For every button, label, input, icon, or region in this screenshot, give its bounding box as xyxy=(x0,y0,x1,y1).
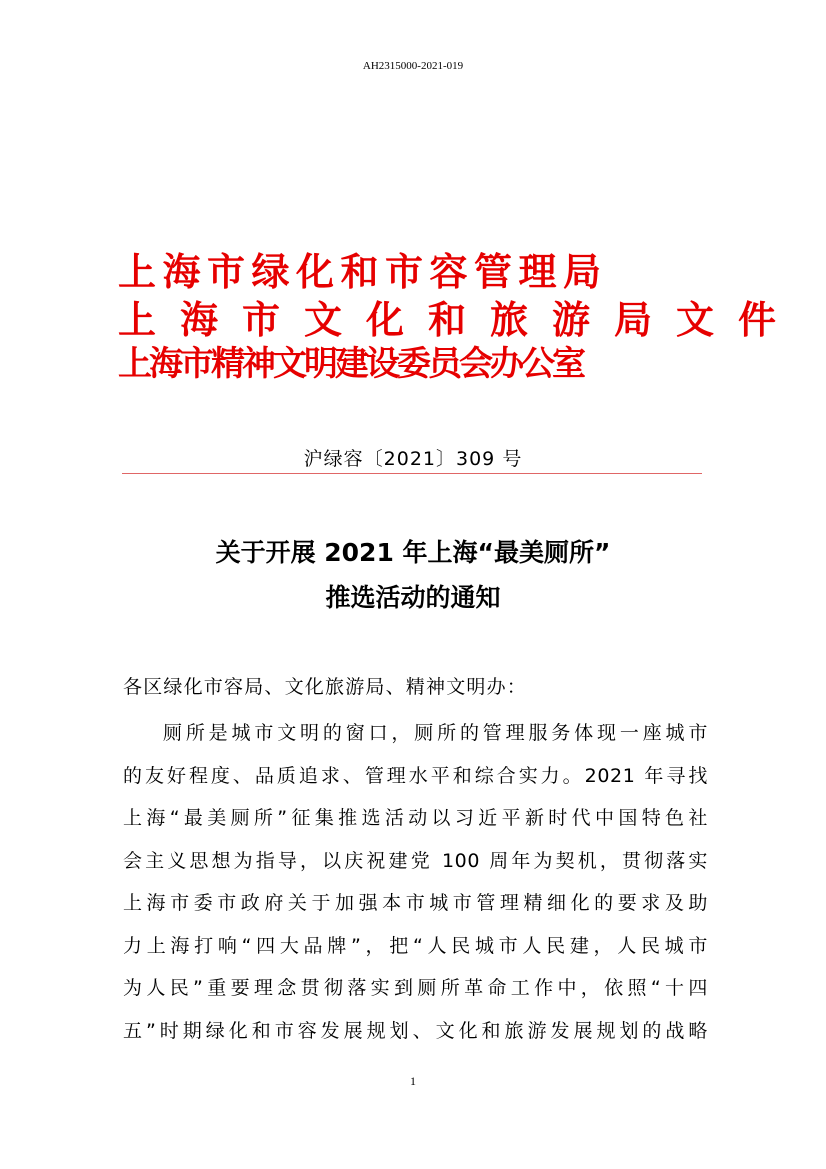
salutation: 各区绿化市容局、文化旅游局、精神文明办： xyxy=(123,676,528,698)
body-line: 为人民”重要理念贯彻落实到厕所革命工作中，依照“十四 xyxy=(123,977,708,999)
document-number: 沪绿容〔2021〕309 号 xyxy=(303,448,523,470)
issuer-civilization-office: 上海市精神文明建设委员会办公室 xyxy=(118,344,583,384)
document-id: AH2315000-2021-019 xyxy=(362,60,464,72)
body-line: 上海市委市政府关于加强本市城市管理精细化的要求及助 xyxy=(123,892,708,914)
body-paragraph xyxy=(123,712,708,1052)
body-line: 五”时期绿化和市容发展规划、文化和旅游发展规划的战略 xyxy=(123,1019,708,1042)
issuing-authorities xyxy=(118,244,800,392)
body-line: 厕所是城市文明的窗口，厕所的管理服务体现一座城市 xyxy=(163,722,708,744)
body-line: 上海“最美厕所”征集推选活动以习近平新时代中国特色社 xyxy=(123,807,708,829)
page-number: 1 xyxy=(410,1074,416,1088)
body-line: 力上海打响“四大品牌”，把“人民城市人民建，人民城市 xyxy=(123,934,708,957)
red-divider-line xyxy=(122,473,702,474)
notice-title xyxy=(0,530,826,620)
title-line-2: 推选活动的通知 xyxy=(325,583,501,612)
issuer-culture-tourism-bureau: 上海市文化和旅游局文件 xyxy=(118,297,801,342)
body-line: 的友好程度、品质追求、管理水平和综合实力。2021 年寻找 xyxy=(123,764,708,787)
body-line: 会主义思想为指导，以庆祝建党 100 周年为契机，贯彻落实 xyxy=(123,849,708,872)
issuer-greening-bureau: 上海市绿化和市容管理局 xyxy=(118,249,608,294)
title-line-1: 关于开展 2021 年上海“最美厕所” xyxy=(215,538,611,567)
